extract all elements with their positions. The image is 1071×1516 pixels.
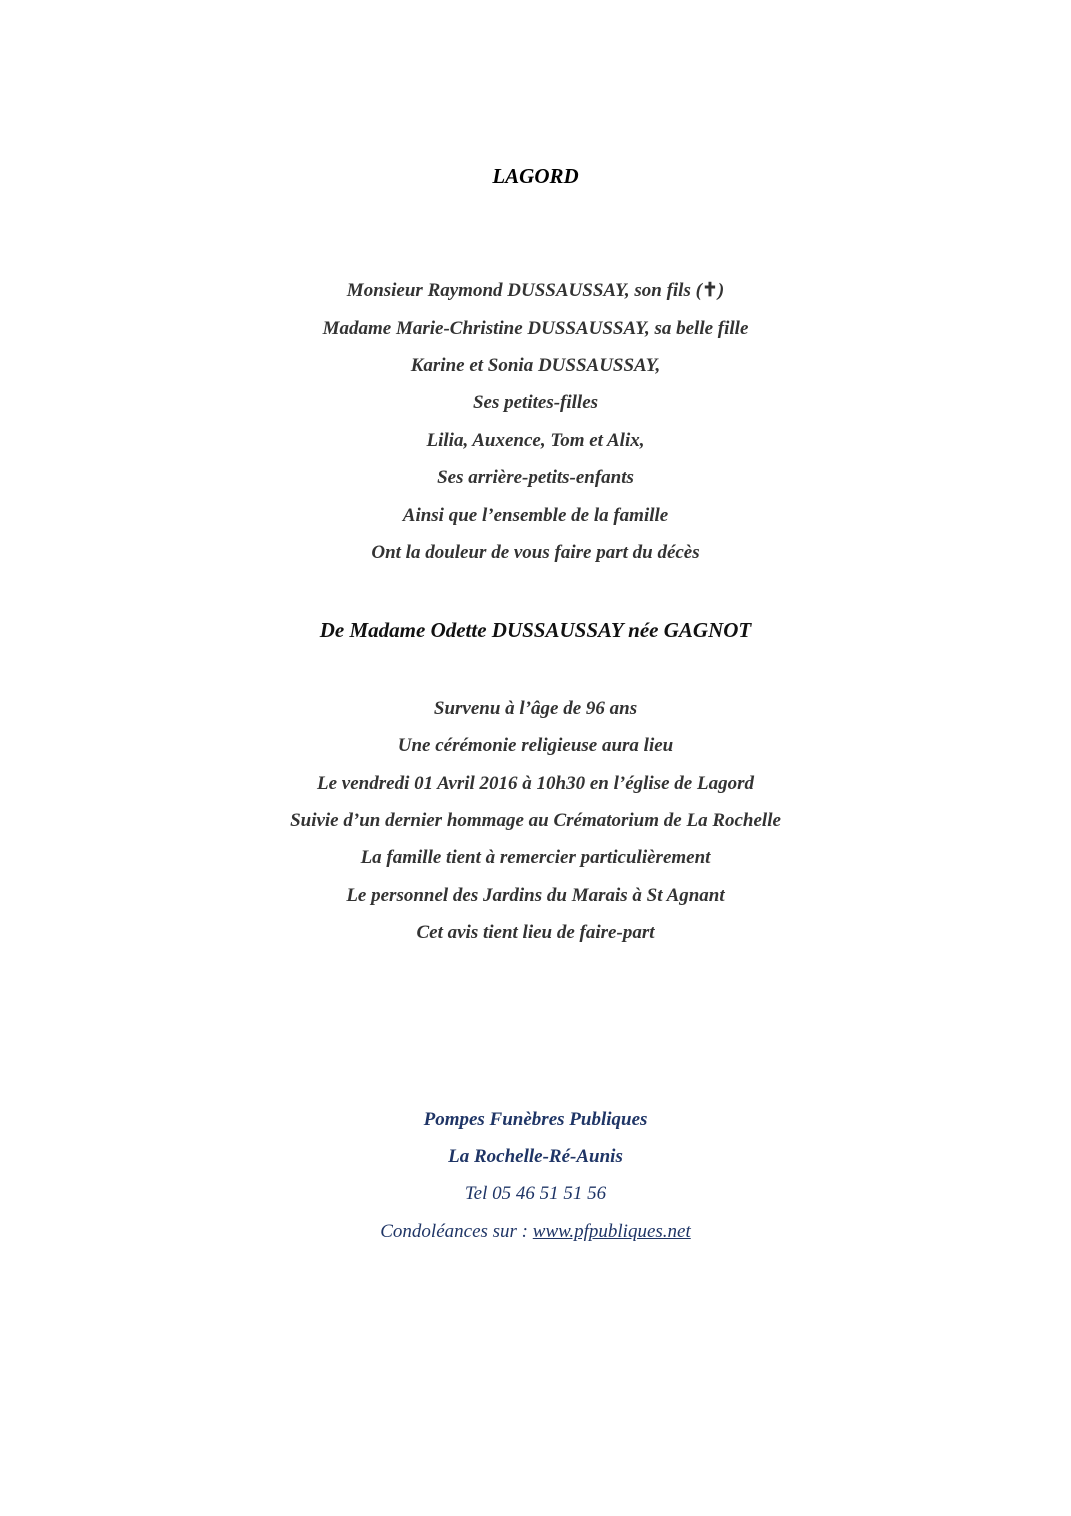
info-line-staff: Le personnel des Jardins du Marais à St Agnant — [346, 885, 725, 906]
info-line-notice: Cet avis tient lieu de faire-part — [416, 922, 655, 943]
deceased-name: De Madame Odette DUSSAUSSAY née GAGNOT — [319, 618, 752, 642]
info-line-ceremony: Une cérémonie religieuse aura lieu — [397, 735, 674, 756]
family-line-son-text: Monsieur Raymond DUSSAUSSAY, son fils ( — [346, 280, 702, 301]
family-line-announcement: Ont la douleur de vous faire part du décès — [371, 542, 700, 563]
closing-paren: ) — [717, 280, 725, 301]
condolences-label: Condoléances sur : — [380, 1221, 533, 1242]
family-line-great-grandchildren-label: Ses arrière-petits-enfants — [437, 467, 634, 488]
info-line-crematorium: Suivie d’un dernier hommage au Crématorium de La Rochelle — [290, 810, 781, 831]
info-line-thanks: La famille tient à remercier particulièrement — [360, 847, 711, 868]
family-line-great-grandchildren-names: Lilia, Auxence, Tom et Alix, — [426, 430, 645, 451]
footer-location: La Rochelle-Ré-Aunis — [448, 1146, 623, 1167]
footer-company: Pompes Funèbres Publiques — [423, 1109, 648, 1130]
family-line-granddaughters-names: Karine et Sonia DUSSAUSSAY, — [410, 355, 661, 376]
website-link[interactable]: www.pfpubliques.net — [532, 1221, 691, 1242]
town-title: LAGORD — [492, 164, 579, 188]
family-line-daughter-in-law: Madame Marie-Christine DUSSAUSSAY, sa belle fille — [322, 318, 749, 339]
info-line-date: Le vendredi 01 Avril 2016 à 10h30 en l’église de Lagord — [317, 773, 754, 794]
family-line-granddaughters-label: Ses petites-filles — [472, 392, 599, 413]
family-line-son — [0, 278, 1071, 304]
footer-phone: Tel 05 46 51 51 56 — [464, 1183, 607, 1204]
family-line-whole-family: Ainsi que l’ensemble de la famille — [402, 505, 669, 526]
cross-icon: ✝ — [701, 280, 718, 301]
info-line-age: Survenu à l’âge de 96 ans — [433, 698, 638, 719]
footer-condolences — [0, 1219, 1071, 1245]
